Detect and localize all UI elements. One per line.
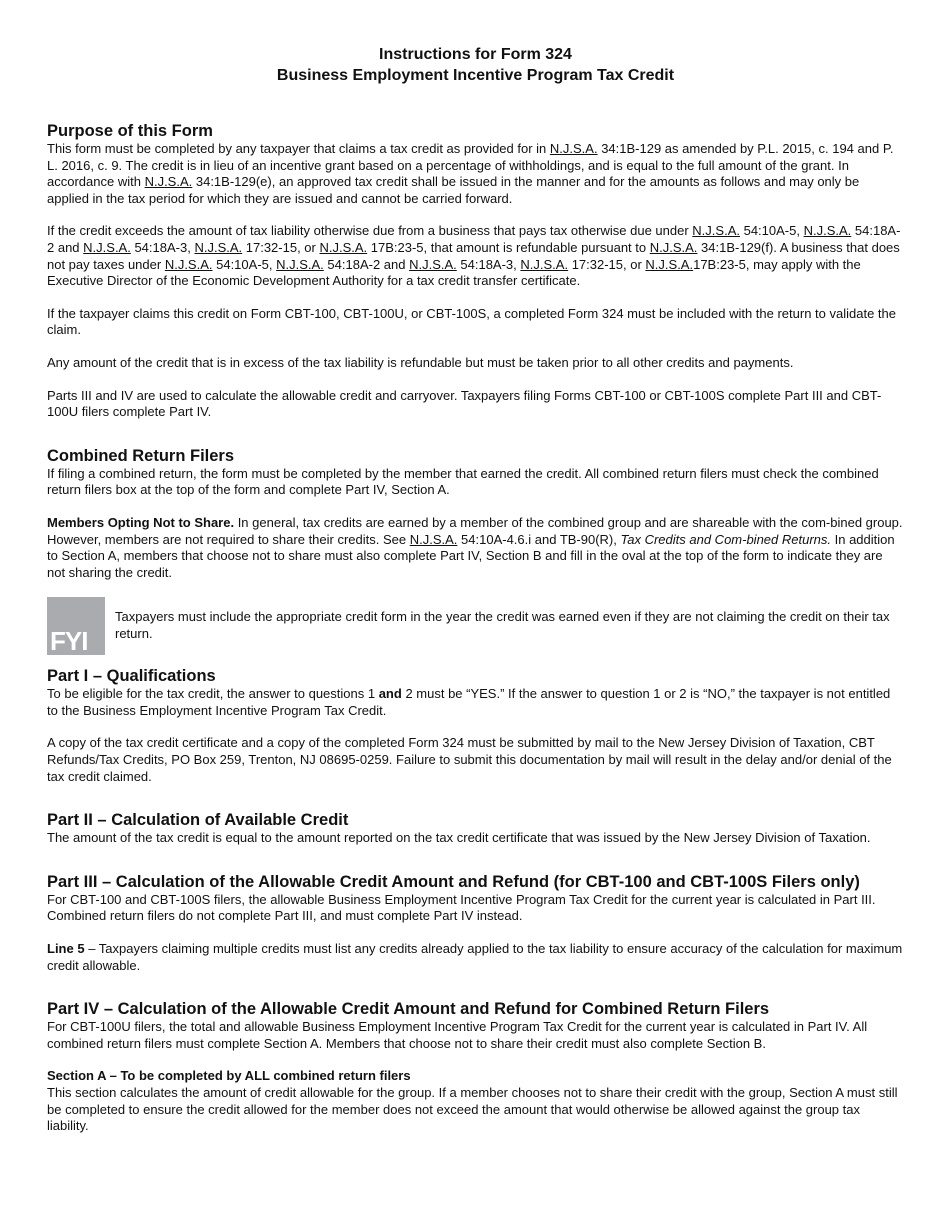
fyi-icon: FYI: [47, 597, 105, 655]
part3-line5-paragraph: Line 5 – Taxpayers claiming multiple credits must list any credits already applied to the tax liability to ensure accuracy of the calculation for maximum credit allowable.: [47, 941, 903, 973]
statute-reference: N.J.S.A.: [549, 141, 598, 156]
part1-heading: Part I – Qualifications: [47, 667, 216, 686]
combined-paragraph-1: If filing a combined return, the form must be completed by the member that earned the credit. All combined return filers must check the combined return filers box at the top of the form and complete Part IV, Section A.: [47, 465, 879, 498]
fyi-callout: [47, 597, 904, 655]
part4-heading: Part IV – Calculation of the Allowable Credit Amount and Refund for Combined Return Filers: [47, 1000, 770, 1019]
page-subtitle: Business Employment Incentive Program Tax Credit: [276, 67, 675, 84]
purpose-heading: Purpose of this Form: [47, 122, 213, 140]
fyi-text: Taxpayers must include the appropriate credit form in the year the credit was earned even if they are not claiming the credit on their tax return.: [115, 609, 890, 641]
section-a-heading: Section A – To be completed by ALL combined return filers: [47, 1068, 411, 1084]
part3-paragraph-1: For CBT-100 and CBT-100S filers, the allowable Business Employment Incentive Program Tax Credit for the current year is calculated in Part III. Combined return filers do not complete Part III, and must complete Part IV instead.: [47, 891, 876, 924]
part1-paragraph-1: To be eligible for the tax credit, the answer to questions 1 and 2 must be “YES.” If the answer to question 1 or 2 is “NO,” the taxpayer is not entitled to the Business Employment Incentive Program Tax Credit.: [47, 686, 891, 718]
combined-heading: Combined Return Filers: [47, 446, 235, 465]
part1-paragraph-2: A copy of the tax credit certificate and a copy of the completed Form 324 must be submitted by mail to the New Jersey Division of Taxation, CBT Refunds/Tax Credits, PO Box 259, Trenton, NJ 08695-0259. Failure to submit this documentation by mail will result in the delay and/or denial of the tax credit claimed.: [47, 735, 892, 784]
part2-heading: Part II – Calculation of Available Credit: [47, 811, 349, 830]
statute-reference: N.J.S.A.: [144, 174, 193, 190]
section-a-paragraph: This section calculates the amount of credit allowable for the group. If a member chooses not to share their credit with the group, Section A must still be completed to ensure the credit allowed for the member does not exceed the amount that would otherwise be allowed against the group tax liability.: [47, 1085, 898, 1134]
purpose-paragraph-2: If the credit exceeds the amount of tax liability otherwise due from a business that pays tax otherwise due under N.J.S.A. 54:10A-5, N.J.S.A. 54:18A-2 and N.J.S.A. 54:18A-3, N.J.S.A. 17:32-15, or N.J.S.A. 17B:23-5, that amount is refundable pursuant to N.J.S.A. 34:1B-129(f). A business that does not pay taxes under N.J.S.A. 54:10A-5, N.J.S.A. 54:18A-2 and N.J.S.A. 54:18A-3, N.J.S.A. 17:32-15, or N.J.S.A.17B:23-5, may apply with the Executive Director of the Economic Development Authority for a tax credit transfer certificate.: [47, 223, 901, 289]
part2-paragraph-1: The amount of the tax credit is equal to the amount reported on the tax credit certificate that was issued by the New Jersey Division of Taxation.: [47, 830, 871, 846]
members-opting-paragraph: Members Opting Not to Share. In general, tax credits are earned by a member of the combined group and are shareable with the com-bined group. However, members are not required to share their credits. See N.J.S.A. 54:10A-4.6.i and TB-90(R), Tax Credits and Com-bined Returns. In addition to Section A, members that choose not to share must also complete Part IV, Section B and fill in the oval at the top of the form to indicate they are not sharing the credit.: [47, 514, 903, 580]
part3-heading: Part III – Calculation of the Allowable Credit Amount and Refund (for CBT-100 and CBT-100S Filers only): [47, 872, 860, 891]
page-title: Instructions for Form 324: [379, 46, 572, 63]
purpose-paragraph-4: Any amount of the credit that is in excess of the tax liability is refundable but must be taken prior to all other credits and payments.: [47, 354, 794, 370]
purpose-paragraph-5: Parts III and IV are used to calculate the allowable credit and carryover. Taxpayers filing Forms CBT-100 or CBT-100S complete Part III and CBT-100U filers complete Part IV.: [47, 387, 882, 420]
purpose-paragraph-3: If the taxpayer claims this credit on Form CBT-100, CBT-100U, or CBT-100S, a completed Form 324 must be included with the return to validate the claim.: [47, 305, 896, 338]
purpose-paragraph-1: This form must be completed by any taxpayer that claims a tax credit as provided for in N.J.S.A. 34:1B-129 as amended by P.L. 2015, c. 194 and P. L. 2016, c. 9. The credit is in lieu of an incentive grant based on a percentage of withholdings, and is equal to the full amount of the grant. In accordance with N.J.S.A. 34:1B-129(e), an approved tax credit shall be issued in the manner and for the amounts as follows and may only be applied in the tax period for which they are issued and cannot be carried forward.: [47, 141, 894, 206]
part4-paragraph-1: For CBT-100U filers, the total and allowable Business Employment Incentive Program Tax Credit for the current year is calculated in Part IV. All combined return filers must complete Section A. Members that choose not to share their credit must also complete Section B.: [47, 1019, 868, 1051]
